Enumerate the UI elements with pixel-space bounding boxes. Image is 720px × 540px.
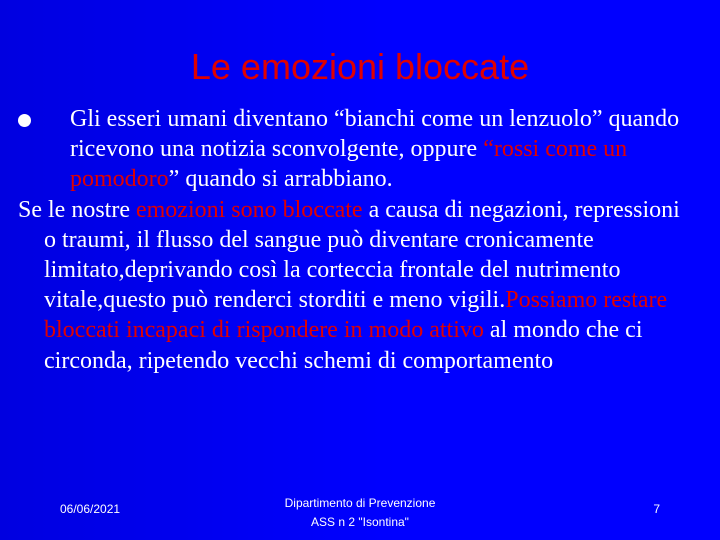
- bullet1-highlight: “rossi come un pomodoro: [70, 136, 628, 193]
- footer-department: [250, 494, 470, 532]
- para2-text-3: al mondo che ci circonda, ripetendo vecchi schemi di comportamento: [44, 317, 643, 374]
- body-paragraph: [18, 195, 684, 376]
- para2-highlight-2: Possiamo restare bloccati incapaci di rispondere in modo attivo: [44, 287, 668, 344]
- para2-text-2: a causa di negazioni, repressioni o traumi, il flusso del sangue può diventare cronicamente limitato,deprivando così la corteccia frontale del nutrimento vitale,questo può renderci storditi e meno vigili.: [44, 196, 680, 314]
- para2-text-1: Se le nostre: [18, 196, 136, 223]
- page-number: 7: [653, 502, 660, 516]
- bullet1-text-2: ” quando si arrabbiano.: [168, 166, 393, 193]
- footer-line-1: Dipartimento di Prevenzione: [284, 496, 436, 510]
- footer-line-2: ASS n 2 "Isontina": [311, 515, 409, 529]
- slide-body: [18, 104, 684, 376]
- bullet-paragraph: [44, 104, 684, 195]
- bullet-dot-icon: [18, 114, 31, 127]
- bullet1-text-1: Gli esseri umani diventano “bianchi come un lenzuolo” quando ricevono una notizia sconvolgente, oppure: [70, 106, 680, 163]
- para2-highlight-1: emozioni sono bloccate: [135, 196, 363, 223]
- footer-date: 06/06/2021: [60, 502, 121, 516]
- slide-title: Le emozioni bloccate: [190, 46, 530, 87]
